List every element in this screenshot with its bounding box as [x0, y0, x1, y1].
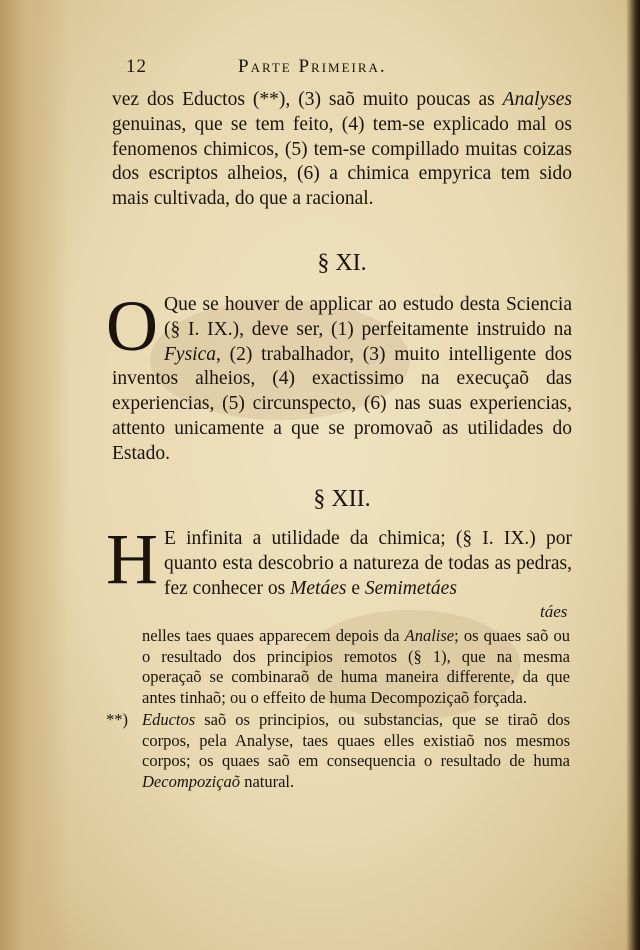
section-heading-xii: § XII.	[313, 486, 371, 512]
italic-term: Analise	[404, 626, 455, 645]
page-gutter-shadow	[0, 0, 70, 950]
paragraph-text: e	[346, 577, 365, 599]
footnotes	[106, 626, 570, 794]
footnote-text: saõ os principios, ou substancias, que se tiraõ dos corpos, pela Analyse, taes quaes elles existiaõ nos mesmos corpos; os quaes saõ em consequencia o resultado de huma	[142, 710, 570, 770]
footnote	[106, 710, 570, 792]
footnote	[106, 626, 570, 708]
running-head: Parte Primeira.	[238, 56, 387, 77]
footnote-text: natural.	[240, 771, 295, 791]
section-xi-paragraph	[106, 286, 572, 467]
drop-cap: H	[106, 519, 158, 599]
italic-term: Metáes	[290, 577, 347, 599]
footnote-text: nelles taes quaes apparecem depois da	[142, 626, 405, 645]
paragraph-text: , (2) trabalhador, (3) muito intelligente dos inventos alheios, (4) exactissimo na execuçaõ das experiencias, (5) circunspecto, (6) nas suas experiencias, attento unicamente a que se promovaõ as utilidades do Estado.	[112, 343, 572, 464]
paragraph-text: Que se houver de applicar ao estudo desta Sciencia (§ I. IX.), deve ser, (1) perfeitamente instruido na	[164, 294, 572, 340]
page-number: 12	[126, 56, 147, 77]
paragraph-text: vez dos Eductos (**), (3) saõ muito poucas as	[112, 89, 503, 110]
italic-term: Decompoziçaõ	[142, 771, 241, 791]
footnote-mark: **)	[106, 710, 128, 729]
italic-term: Semimetáes	[364, 577, 457, 599]
drop-cap: O	[106, 286, 158, 366]
paragraph-text: genuinas, que se tem feito, (4) tem-se explicado mal os fenomenos chimicos, (5) tem-se compillado muitas coizas dos escriptos alheios, (6) a chimica empyrica tem sido mais cultivada, do que a racional.	[112, 113, 572, 210]
paragraph-text: E infinita a utilidade da chimica; (§ I. IX.) por quanto esta descobrio a natureza de todas as pedras, fez conhecer os	[164, 528, 572, 599]
footnote-text: ; os quaes saõ ou o resultado dos principios remotos (§ 1), que na mesma operaçaõ se combinaraõ de huma maneira differente, da que antes tinhaõ; ou o effeito de huma Decompoziçaõ forçada.	[142, 626, 570, 707]
italic-term: Fysica	[164, 343, 216, 365]
section-xii-paragraph	[106, 519, 572, 601]
section-heading-xi: § XI.	[317, 250, 367, 276]
italic-term: Analyses	[502, 89, 572, 110]
page-edge-shadow	[626, 0, 640, 950]
catchword: táes	[540, 602, 568, 621]
italic-term: Eductos	[142, 710, 196, 729]
paragraph-continuation	[112, 88, 572, 212]
